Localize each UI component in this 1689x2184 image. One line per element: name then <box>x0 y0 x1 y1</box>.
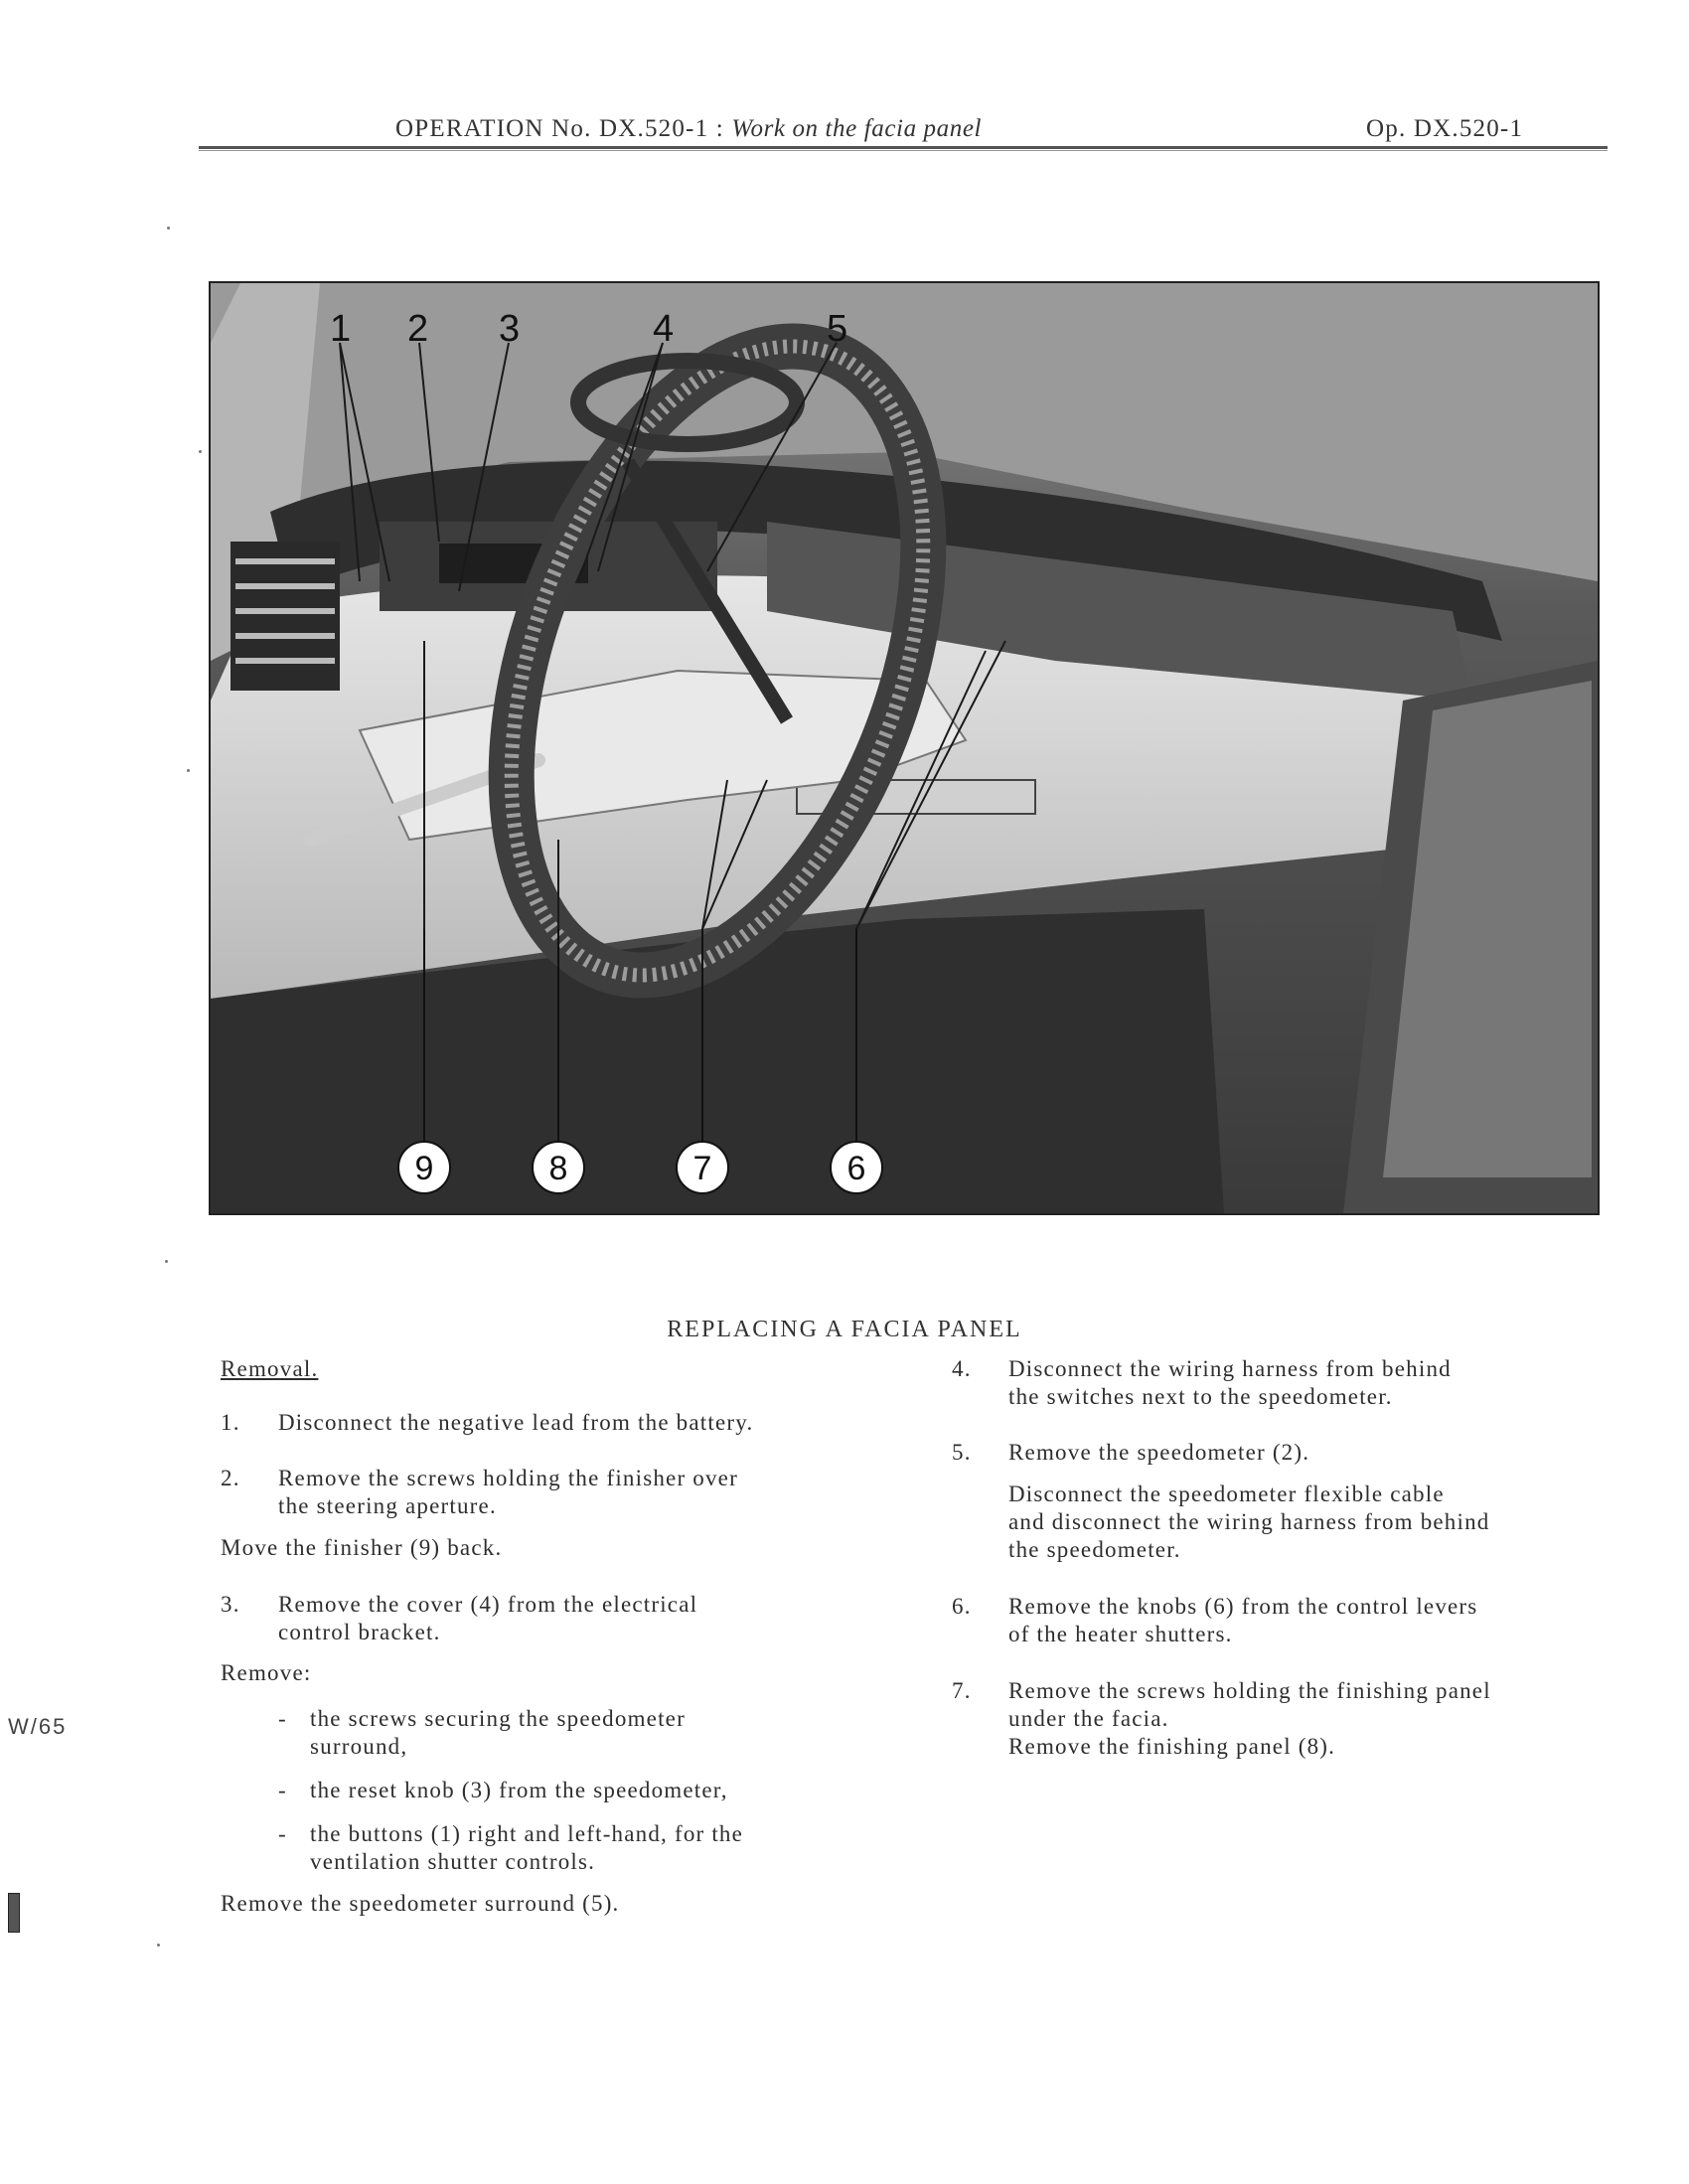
move-finisher-text: Move the finisher (9) back. <box>221 1535 503 1560</box>
scan-speck <box>187 769 190 772</box>
step-6-number: 6. <box>952 1594 972 1619</box>
left-vent-grille <box>230 542 340 691</box>
header-operation-number: OPERATION No. DX.520-1 : <box>395 115 724 142</box>
step-3-number: 3. <box>221 1592 240 1617</box>
step-5-sub-2: and disconnect the wiring harness from behind <box>1008 1509 1490 1534</box>
step-4-number: 4. <box>952 1356 972 1381</box>
step-2-line-2: the steering aperture. <box>278 1493 497 1518</box>
scan-speck <box>199 450 202 453</box>
step-6-line-1: Remove the knobs (6) from the control levers <box>1008 1594 1478 1619</box>
callout-5: 5 <box>827 308 848 350</box>
bullet-3-dash: - <box>278 1821 287 1846</box>
callout-8: 8 <box>548 1150 568 1187</box>
step-5-number: 5. <box>952 1440 972 1465</box>
facia-illustration <box>211 283 1598 1213</box>
header-operation-code: Op. DX.520-1 <box>1366 115 1524 142</box>
callout-6: 6 <box>846 1150 866 1187</box>
header-operation-description: Work on the facia panel <box>731 115 983 142</box>
removal-heading: Removal. <box>221 1356 319 1381</box>
step-4-line-1: Disconnect the wiring harness from behind <box>1008 1356 1452 1381</box>
step-5-text: Remove the speedometer (2). <box>1008 1440 1310 1465</box>
remove-label: Remove: <box>221 1660 312 1685</box>
step-5-sub-1: Disconnect the speedometer flexible cable <box>1008 1482 1445 1506</box>
callout-7: 7 <box>692 1150 712 1187</box>
scan-speck <box>165 1260 168 1263</box>
bullet-3-line-1: the buttons (1) right and left-hand, for the <box>310 1821 744 1846</box>
step-2-line-1: Remove the screws holding the finisher over <box>278 1466 738 1490</box>
step-7-line-2: under the facia. <box>1008 1706 1169 1731</box>
bullet-2-dash: - <box>278 1778 287 1802</box>
step-6-line-2: of the heater shutters. <box>1008 1622 1233 1646</box>
header-rule <box>199 146 1608 149</box>
section-title: REPLACING A FACIA PANEL <box>667 1317 1022 1342</box>
callout-4: 4 <box>653 308 675 350</box>
scan-speck <box>157 1944 160 1947</box>
remove-surround-text: Remove the speedometer surround (5). <box>221 1891 620 1916</box>
step-7-number: 7. <box>952 1678 972 1703</box>
header-rule-thin <box>199 150 1608 151</box>
step-7-line-1: Remove the screws holding the finishing panel <box>1008 1678 1491 1703</box>
bullet-1-line-1: the screws securing the speedometer <box>310 1706 686 1731</box>
step-3-line-1: Remove the cover (4) from the electrical <box>278 1592 698 1617</box>
callout-9: 9 <box>414 1150 434 1187</box>
margin-note: W/65 <box>8 1714 68 1739</box>
step-7-line-3: Remove the finishing panel (8). <box>1008 1734 1336 1759</box>
step-1-text: Disconnect the negative lead from the battery. <box>278 1410 754 1435</box>
scan-speck <box>167 227 170 230</box>
step-1-number: 1. <box>221 1410 240 1435</box>
bullet-2-text: the reset knob (3) from the speedometer, <box>310 1778 728 1802</box>
callout-2: 2 <box>407 308 429 350</box>
step-5-sub-3: the speedometer. <box>1008 1537 1181 1562</box>
bullet-1-line-2: surround, <box>310 1734 408 1759</box>
header-operation-title <box>395 115 982 143</box>
step-3-line-2: control bracket. <box>278 1620 441 1644</box>
step-2-number: 2. <box>221 1466 240 1490</box>
callout-3: 3 <box>499 308 521 350</box>
callout-1: 1 <box>330 308 352 350</box>
bullet-1-dash: - <box>278 1706 287 1731</box>
binding-mark <box>8 1893 20 1933</box>
bullet-3-line-2: ventilation shutter controls. <box>310 1849 596 1874</box>
step-4-line-2: the switches next to the speedometer. <box>1008 1384 1393 1409</box>
facia-photograph <box>209 281 1600 1215</box>
